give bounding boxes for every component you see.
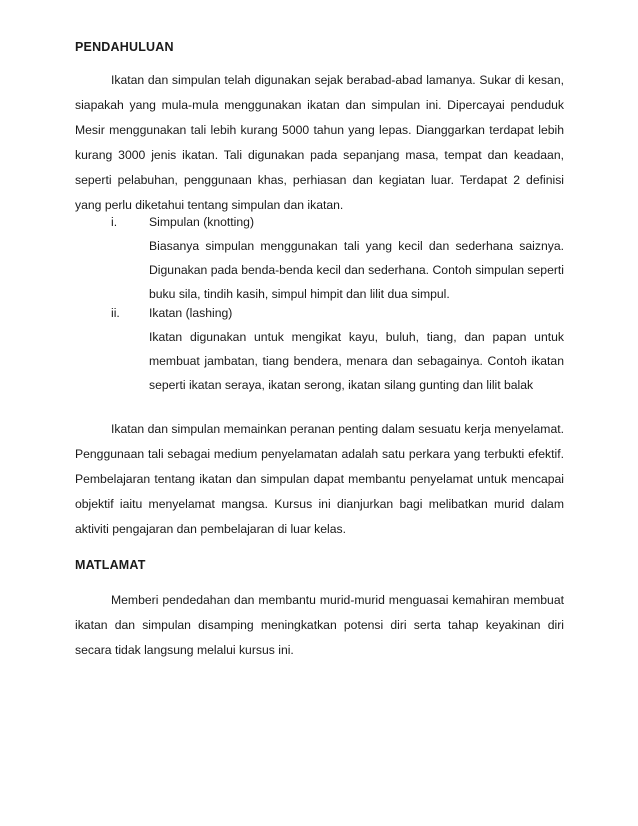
list-item-number: i.: [111, 215, 118, 229]
list-item-title: Simpulan (knotting): [149, 215, 254, 229]
closing-paragraph: Ikatan dan simpulan memainkan peranan penting dalam sesuatu kerja menyelamat. Penggunaan tali sebagai medium penyelamatan adalah satu perkara yang terbukti efektif. Pembelajaran tentang ikatan dan simpulan dapat membantu penyelamat untuk mencapai objektif iaitu menyelamat mangsa. Kursus ini dianjurkan bagi melibatkan murid dalam aktiviti pengajaran dan pembelajaran di luar kelas.: [75, 422, 564, 536]
intro-paragraph: Ikatan dan simpulan telah digunakan sejak berabad-abad lamanya. Sukar di kesan, siapakah yang mula-mula menggunakan ikatan dan simpulan ini. Dipercayai penduduk Mesir menggunakan tali lebih kurang 5000 tahun yang lepas. Dianggarkan terdapat lebih kurang 3000 jenis ikatan. Tali digunakan pada sepanjang masa, tempat dan keadaan, seperti pelabuhan, penggunaan khas, perhiasan dan kegiatan luar. Terdapat 2 definisi yang perlu diketahui tentang simpulan dan ikatan.: [75, 73, 564, 212]
list-item-number: ii.: [111, 306, 120, 320]
section-heading-pendahuluan: PENDAHULUAN: [75, 40, 174, 54]
matlamat-paragraph: Memberi pendedahan dan membantu murid-murid menguasai kemahiran membuat ikatan dan simpulan disamping meningkatkan potensi diri serta tahap keyakinan diri secara tidak langsung melalui kursus ini.: [75, 593, 564, 657]
section-heading-matlamat: MATLAMAT: [75, 558, 146, 572]
list-item-title: Ikatan (lashing): [149, 306, 233, 320]
list-item-body: Ikatan digunakan untuk mengikat kayu, buluh, tiang, dan papan untuk membuat jambatan, tiang bendera, menara dan sebagainya. Contoh ikatan seperti ikatan seraya, ikatan serong, ikatan silang gunting dan lilit balak: [149, 330, 564, 392]
list-item-body: Biasanya simpulan menggunakan tali yang kecil dan sederhana saiznya. Digunakan pada benda-benda kecil dan sederhana. Contoh simpulan seperti buku sila, tindih kasih, simpul himpit dan lilit dua simpul.: [149, 239, 564, 301]
